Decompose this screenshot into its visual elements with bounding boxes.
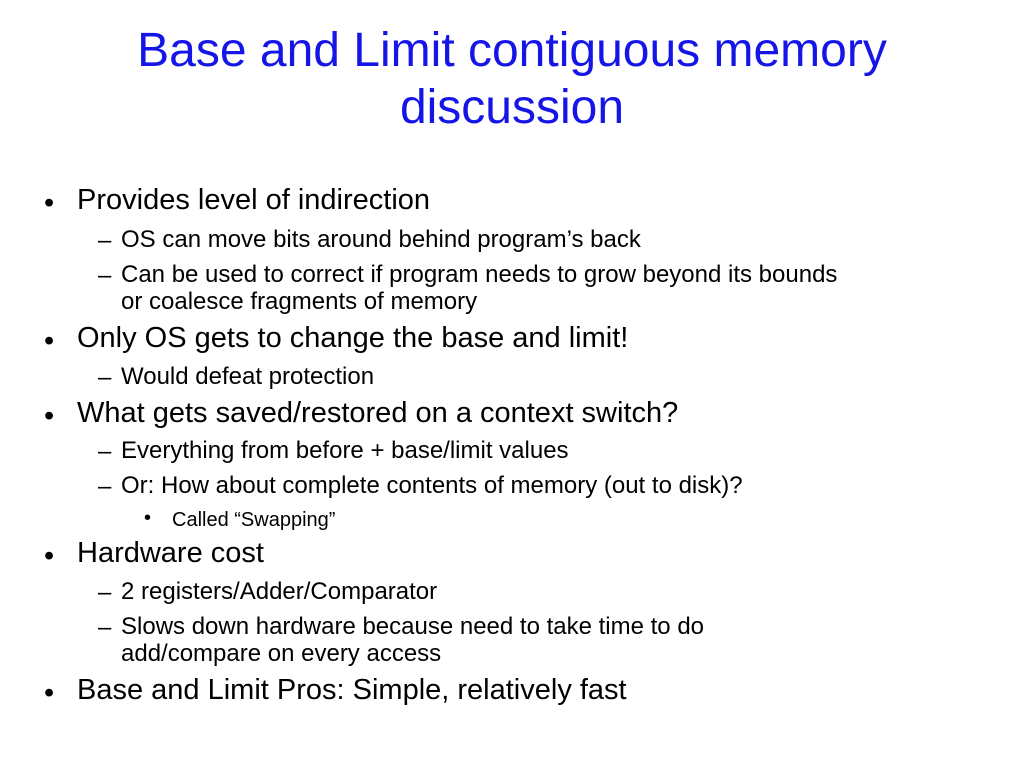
bullet-text: Only OS gets to change the base and limit! <box>77 322 629 354</box>
dash-marker: – <box>98 227 112 254</box>
bullet-marker: • <box>144 507 152 529</box>
bullet-text: Hardware cost <box>77 537 264 569</box>
dash-marker: – <box>98 614 112 641</box>
dash-marker: – <box>98 262 112 289</box>
dash-marker: – <box>98 364 112 391</box>
dash-marker: – <box>98 438 112 465</box>
bullet-marker: • <box>44 187 55 219</box>
bullet-marker: • <box>44 325 55 357</box>
dash-marker: – <box>98 579 112 606</box>
sub-bullet-text: OS can move bits around behind program’s back <box>121 226 641 253</box>
bullet-marker: • <box>44 677 55 709</box>
sub-bullet-text: Everything from before + base/limit values <box>121 437 569 464</box>
bullet-marker: • <box>44 400 55 432</box>
sub-bullet-text: Can be used to correct if program needs to grow beyond its bounds <box>121 261 838 288</box>
sub-bullet-text: 2 registers/Adder/Comparator <box>121 578 438 605</box>
dash-marker: – <box>98 473 112 500</box>
sub-bullet-text: or coalesce fragments of memory <box>121 288 478 315</box>
bullet-text: What gets saved/restored on a context switch? <box>77 397 679 429</box>
bullet-text: Provides level of indirection <box>77 184 431 216</box>
sub-bullet-text: Would defeat protection <box>121 363 375 390</box>
bullet-marker: • <box>44 540 55 572</box>
slide-title: Base and Limit contiguous memory discussion <box>137 24 887 134</box>
sub-bullet-text: add/compare on every access <box>121 640 442 667</box>
sub-sub-bullet-text: Called “Swapping” <box>172 509 336 531</box>
bullet-text: Base and Limit Pros: Simple, relatively fast <box>77 674 627 706</box>
sub-bullet-text: Or: How about complete contents of memory (out to disk)? <box>121 472 743 499</box>
sub-bullet-text: Slows down hardware because need to take time to do <box>121 613 705 640</box>
